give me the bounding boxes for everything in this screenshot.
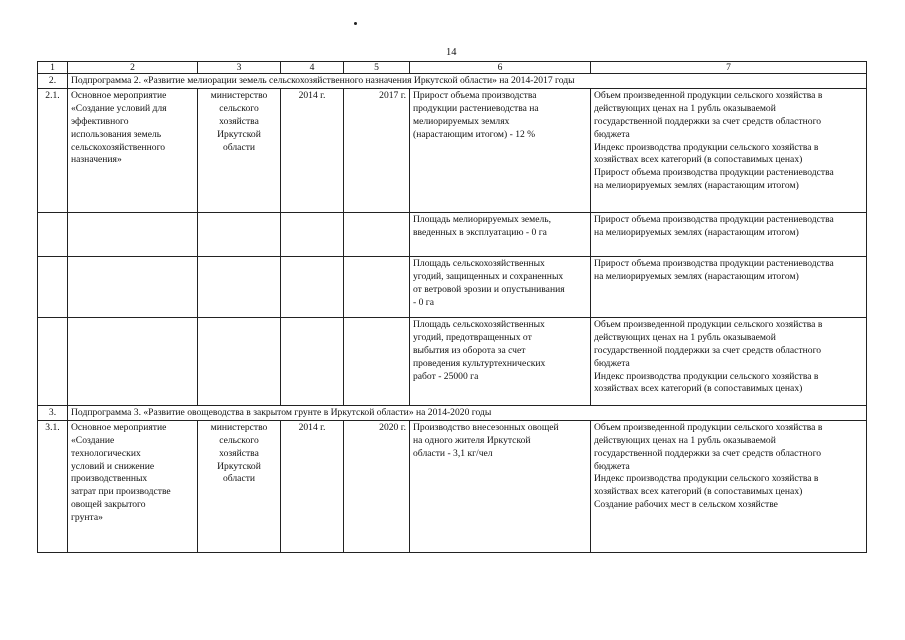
start-year: 2014 г. — [281, 420, 344, 552]
expected-result: Площадь сельскохозяйственных угодий, защищенных и сохраненных от ветровой эрозии и опустынивания - 0 га — [410, 256, 591, 317]
col-header-1: 1 — [38, 62, 68, 74]
column-number-row — [38, 62, 867, 74]
col-header-7: 7 — [591, 62, 867, 74]
row-number: 2. — [38, 74, 68, 89]
target-indicators: Прирост объема производства продукции растениеводства на мелиорируемых землях (нарастающим итогом) — [591, 212, 867, 256]
page-number: 14 — [446, 47, 457, 58]
col-header-4: 4 — [281, 62, 344, 74]
event-name: Основное мероприятие «Создание условий для эффективного использования земель сельскохозяйственного назначения» — [68, 88, 198, 212]
col-header-6: 6 — [410, 62, 591, 74]
end-year: 2017 г. — [344, 88, 410, 212]
scan-speck — [354, 22, 357, 25]
subprogram-title: Подпрограмма 2. «Развитие мелиорации земель сельскохозяйственного назначения Иркутской области» на 2014-2017 годы — [68, 74, 867, 89]
expected-result: Прирост объема производства продукции растениеводства на мелиорируемых землях (нарастающим итогом) - 12 % — [410, 88, 591, 212]
table-row — [38, 256, 867, 317]
end-year: 2020 г. — [344, 420, 410, 552]
table-row — [38, 317, 867, 405]
expected-result: Площадь сельскохозяйственных угодий, предотвращенных от выбытия из оборота за счет проведения культуртехнических работ - 25000 га — [410, 317, 591, 405]
row-number: 3.1. — [38, 420, 68, 552]
col-header-2: 2 — [68, 62, 198, 74]
expected-result: Производство внесезонных овощей на одного жителя Иркутской области - 3,1 кг/чел — [410, 420, 591, 552]
event-name: Основное мероприятие «Создание технологических условий и снижение производственных затрат при производстве овощей закрытого грунта» — [68, 420, 198, 552]
table-row — [38, 88, 867, 212]
table-row — [38, 212, 867, 256]
expected-result: Площадь мелиорируемых земель, введенных в эксплуатацию - 0 га — [410, 212, 591, 256]
executor: министерство сельского хозяйства Иркутской области — [198, 420, 281, 552]
col-header-5: 5 — [344, 62, 410, 74]
col-header-3: 3 — [198, 62, 281, 74]
target-indicators: Объем произведенной продукции сельского хозяйства в действующих ценах на 1 рубль оказываемой государственной поддержки за счет средств областного бюджета Индекс производства продукции сельского хозяйства в хозяйствах всех категорий (в сопоставимых ценах) Создание рабочих мест в сельском хозяйстве — [591, 420, 867, 552]
subprogram-title: Подпрограмма 3. «Развитие овощеводства в закрытом грунте в Иркутской области» на 2014-2020 годы — [68, 405, 867, 420]
target-indicators: Объем произведенной продукции сельского хозяйства в действующих ценах на 1 рубль оказываемой государственной поддержки за счет средств областного бюджета Индекс производства продукции сельского хозяйства в хозяйствах всех категорий (в сопоставимых ценах) — [591, 317, 867, 405]
start-year: 2014 г. — [281, 88, 344, 212]
target-indicators: Прирост объема производства продукции растениеводства на мелиорируемых землях (нарастающим итогом) — [591, 256, 867, 317]
executor: министерство сельского хозяйства Иркутской области — [198, 88, 281, 212]
measures-table — [37, 61, 867, 553]
target-indicators: Объем произведенной продукции сельского хозяйства в действующих ценах на 1 рубль оказываемой государственной поддержки за счет средств областного бюджета Индекс производства продукции сельского хозяйства в хозяйствах всех категорий (в сопоставимых ценах) Прирост объема производства продукции растениеводства на мелиорируемых землях (нарастающим итогом) — [591, 88, 867, 212]
subprogram-2-row — [38, 74, 867, 89]
table-row — [38, 420, 867, 552]
subprogram-3-row — [38, 405, 867, 420]
row-number: 2.1. — [38, 88, 68, 212]
row-number: 3. — [38, 405, 68, 420]
